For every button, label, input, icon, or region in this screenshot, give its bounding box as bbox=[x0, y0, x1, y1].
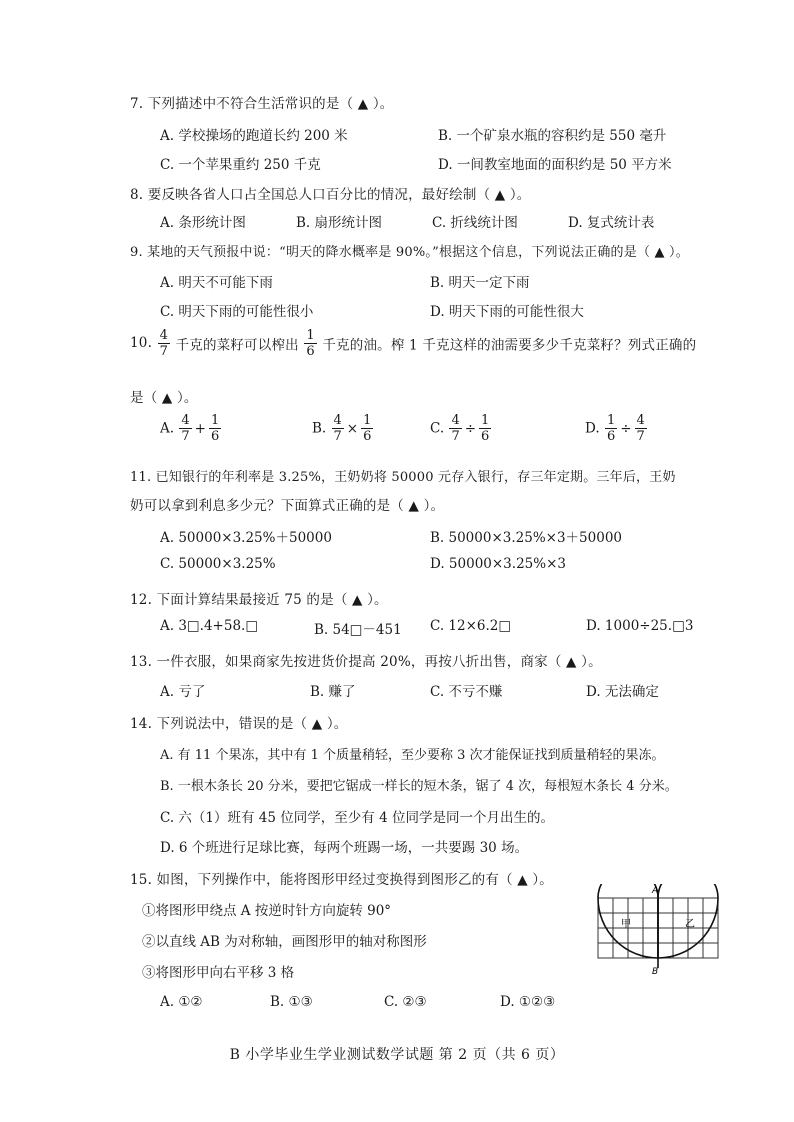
q9-option-a: A. 明天不可能下雨 bbox=[160, 275, 273, 291]
q12-option-a: A. 3□.4+58.□ bbox=[160, 618, 259, 634]
q15-option-b: B. ①③ bbox=[270, 994, 313, 1010]
q9-option-b: B. 明天一定下雨 bbox=[430, 275, 530, 291]
q8-option-b: B. 扇形统计图 bbox=[296, 215, 383, 231]
point-a-label: A bbox=[652, 886, 659, 896]
q15-option-c: C. ②③ bbox=[384, 994, 427, 1010]
q15-figure bbox=[588, 884, 728, 976]
q11-stem: 11. 已知银行的年利率是 3.25%，王奶奶将 50000 元存入银行，存三年定期。三年后，王奶 bbox=[130, 470, 676, 485]
q14-option-b: B. 一根木条长 20 分米，要把它锯成一样长的短木条，锯了 4 次，每根短木条长 4 分米。 bbox=[160, 779, 678, 794]
page-footer: B 小学毕业生学业测试数学试题 第 2 页（共 6 页） bbox=[229, 1047, 565, 1063]
q12-option-c: C. 12×6.2□ bbox=[430, 618, 512, 634]
fraction: $\frac{1}{6}$ bbox=[306, 328, 315, 359]
q14-option-a: A. 有 11 个果冻，其中有 1 个质量稍轻，至少要称 3 次才能保证找到质量稍轻的果冻。 bbox=[160, 748, 665, 763]
q13-option-a: A. 亏了 bbox=[160, 684, 206, 700]
q7-option-c: C. 一个苹果重约 250 千克 bbox=[160, 157, 321, 173]
q7-option-d: D. 一间教室地面的面积约是 50 平方米 bbox=[438, 157, 672, 173]
q11-option-b: B. 50000×3.25%×3＋50000 bbox=[430, 530, 622, 546]
q13-option-b: B. 赚了 bbox=[310, 684, 356, 700]
q11-option-c: C. 50000×3.25% bbox=[160, 556, 276, 572]
label-jia: 甲 bbox=[621, 919, 631, 930]
q11-stem-line2: 奶可以拿到利息多少元？下面算式正确的是（ ▲ ）。 bbox=[130, 498, 445, 514]
q7-option-a: A. 学校操场的跑道长约 200 米 bbox=[160, 128, 348, 144]
q13-option-d: D. 无法确定 bbox=[586, 684, 659, 700]
q9-option-d: D. 明天下雨的可能性很大 bbox=[430, 304, 584, 320]
q10-text: 千克的油。榨 1 千克这样的油需要多少千克菜籽？列式正确的 bbox=[322, 337, 697, 354]
q10-text: 千克的菜籽可以榨出 bbox=[175, 337, 299, 354]
q9-option-c: C. 明天下雨的可能性很小 bbox=[160, 304, 314, 320]
q8-option-c: C. 折线统计图 bbox=[432, 215, 518, 231]
q15-operation-1: ①将图形甲绕点 A 按逆时针方向旋转 90° bbox=[142, 903, 392, 919]
q15-option-d: D. ①②③ bbox=[500, 994, 556, 1010]
q10-option-b: B. $\frac{4}{7}$ × $\frac{1}{6}$ bbox=[312, 413, 372, 444]
q15-operation-3: ③将图形甲向右平移 3 格 bbox=[142, 965, 295, 981]
point-b-label: B bbox=[652, 967, 659, 976]
q7-option-b: B. 一个矿泉水瓶的容积约是 550 毫升 bbox=[438, 128, 667, 144]
q10-stem bbox=[130, 329, 696, 358]
label-yi: 乙 bbox=[685, 919, 695, 930]
q10-number: 10. bbox=[130, 335, 153, 351]
q10-stem-line2: 是（ ▲ ）。 bbox=[130, 390, 198, 406]
q8-stem: 8. 要反映各省人口占全国总人口百分比的情况，最好绘制（ ▲ ）。 bbox=[130, 187, 531, 203]
q10-option-c: C. $\frac{4}{7}$ ÷ $\frac{1}{6}$ bbox=[430, 413, 490, 444]
q7-stem: 7. 下列描述中不符合生活常识的是（ ▲ ）。 bbox=[130, 96, 394, 112]
q10-option-d: D. $\frac{1}{6}$ ÷ $\frac{4}{7}$ bbox=[585, 413, 645, 444]
q12-stem: 12. 下面计算结果最接近 75 的是（ ▲ ）。 bbox=[130, 592, 388, 608]
q12-option-b: B. 54□－451 bbox=[314, 622, 402, 638]
q12-option-d: D. 1000÷25.□3 bbox=[586, 618, 694, 634]
fraction: $\frac{4}{7}$ bbox=[159, 328, 169, 359]
q13-stem: 13. 一件衣服，如果商家先按进货价提高 20%，再按八折出售，商家（ ▲ ）。 bbox=[130, 654, 602, 670]
q14-option-d: D. 6 个班进行足球比赛，每两个班踢一场，一共要踢 30 场。 bbox=[160, 840, 529, 856]
q15-operation-2: ②以直线 AB 为对称轴，画图形甲的轴对称图形 bbox=[142, 934, 427, 950]
q15-stem: 15. 如图，下列操作中，能将图形甲经过变换得到图形乙的有（ ▲ ）。 bbox=[130, 872, 553, 888]
q8-option-d: D. 复式统计表 bbox=[568, 215, 655, 231]
q8-option-a: A. 条形统计图 bbox=[160, 215, 246, 231]
q14-option-c: C. 六（1）班有 45 位同学，至少有 4 位同学是同一个月出生的。 bbox=[160, 810, 554, 826]
q10-option-a: A. $\frac{4}{7}$ + $\frac{1}{6}$ bbox=[160, 413, 220, 444]
q9-stem: 9. 某地的天气预报中说：“明天的降水概率是 90%。”根据这个信息，下列说法正确的是（ ▲ ）。 bbox=[130, 245, 689, 260]
q11-option-a: A. 50000×3.25%＋50000 bbox=[160, 530, 332, 546]
q13-option-c: C. 不亏不赚 bbox=[430, 684, 503, 700]
q15-option-a: A. ①② bbox=[160, 994, 203, 1010]
q14-stem: 14. 下列说法中，错误的是（ ▲ ）。 bbox=[130, 716, 348, 732]
q11-option-d: D. 50000×3.25%×3 bbox=[430, 556, 566, 572]
